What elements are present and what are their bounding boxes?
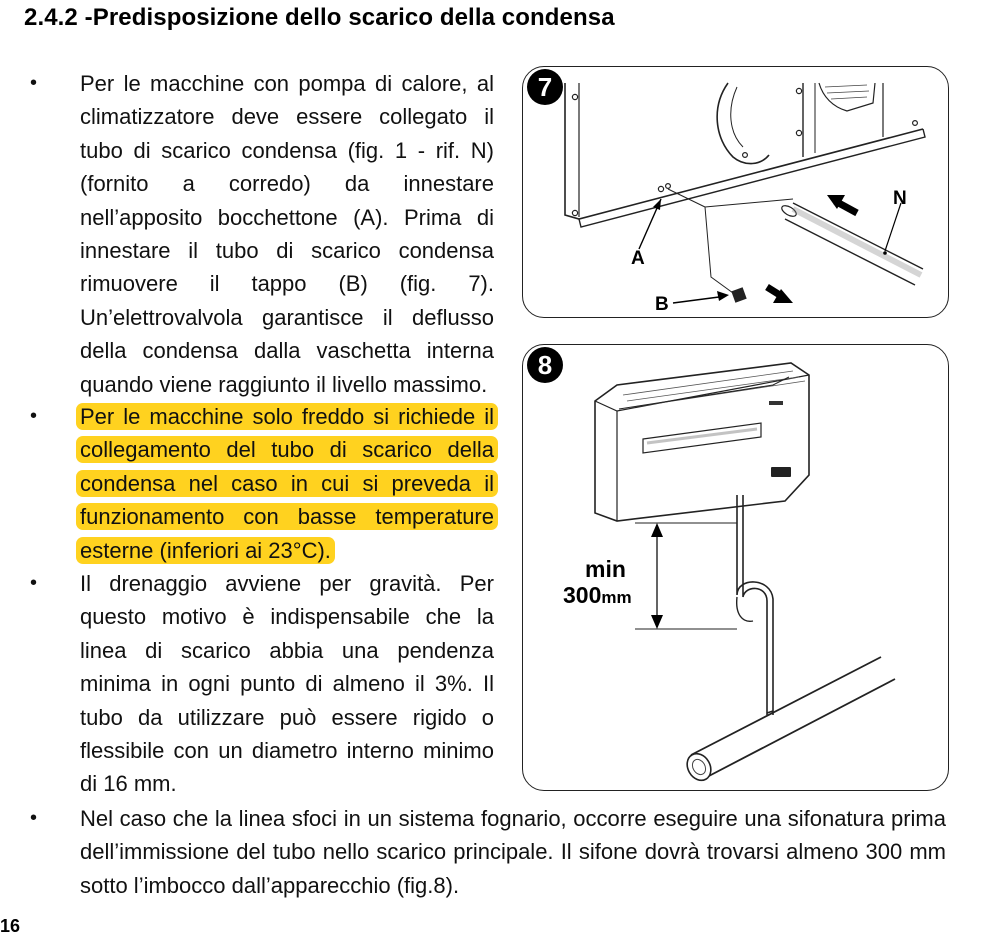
- bullet-marker: •: [30, 405, 38, 427]
- figure-7-drawing: [523, 67, 948, 317]
- highlighted-text: Per le macchine solo freddo si richiede il collegamento del tubo di scarico della condensa nel caso in cui si preveda il funzionamento con basse temperature esterne (inferiori ai 23°C).: [76, 403, 498, 564]
- page-number: 16: [0, 916, 21, 936]
- label-a: A: [631, 248, 645, 269]
- label-n: N: [893, 188, 907, 209]
- bullet-marker: •: [30, 572, 38, 594]
- bullet-marker: •: [30, 72, 38, 94]
- paragraph-heat-pump: Per le macchine con pompa di calore, al climatizzatore deve essere collegato il tubo di scarico condensa (fig. 1 - rif. N) (fornito a corredo) da innestare nell’apposito bocchettone (A). Prima di innestare il tubo di scarico condensa rimuovere il tappo (B) (fig. 7). Un’elettrovalvola garantisce il deflusso della condensa dalla vaschetta interna quando viene raggiunto il livello massimo.: [80, 71, 494, 397]
- paragraph-gravity-drain: Il drenaggio avviene per gravità. Per questo motivo è indispensabile che la linea di scarico abbia una pendenza minima in ogni punto di almeno il 3%. Il tubo da utilizzare può essere rigido o flessibile con un diametro interno minimo di 16 mm.: [80, 571, 494, 797]
- section-heading: 2.4.2 -Predisposizione dello scarico della condensa: [24, 4, 615, 31]
- dimension-value: 300mm: [563, 582, 632, 608]
- figure-8-siphon-installation: [522, 344, 949, 791]
- dimension-min-label: min: [585, 556, 626, 582]
- bullet-marker: •: [30, 807, 38, 829]
- paragraph-siphon: Nel caso che la linea sfoci in un sistema fognario, occorre eseguire una sifonatura prima dell’immissione del tubo nello scarico principale. Il sifone dovrà trovarsi almeno 300 mm sotto l’imbocco dall’apparecchio (fig.8).: [80, 806, 946, 898]
- paragraph-cooling-only: [80, 400, 494, 567]
- figure-number-7: 7: [527, 69, 563, 105]
- figure-7-drain-connection: [522, 66, 949, 318]
- figure-8-drawing: [523, 345, 948, 790]
- figure-number-8: 8: [527, 347, 563, 383]
- label-b: B: [655, 294, 669, 315]
